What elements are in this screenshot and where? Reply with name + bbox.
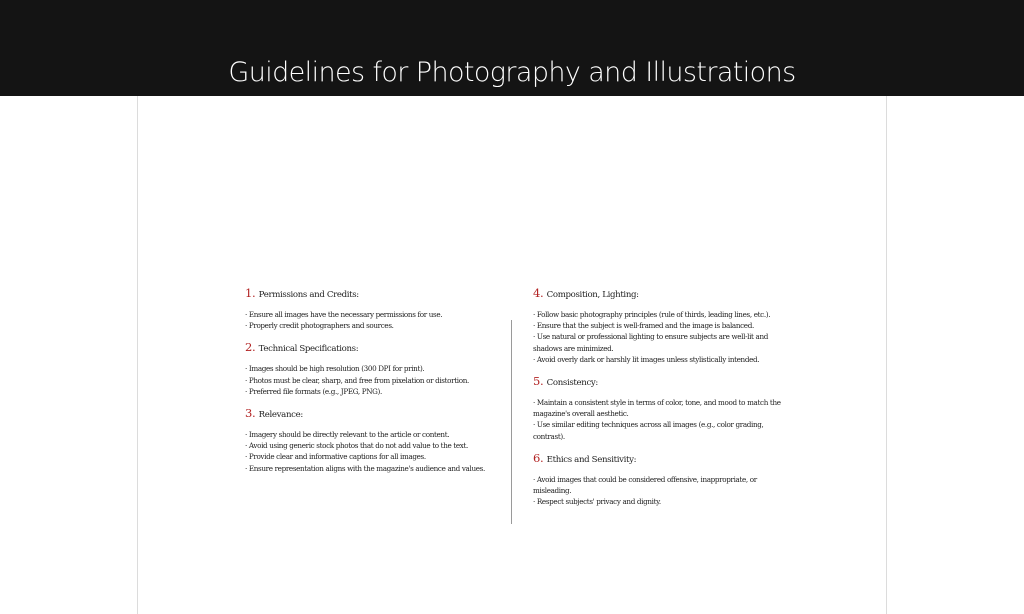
section-title: Technical Specifications: [258,344,359,355]
section-title: Consistency: [546,378,598,389]
section-relevance [245,406,507,474]
section-body [533,309,791,365]
section-body [533,397,791,442]
bullet-item: · Imagery should be directly relevant to the article or content. [245,430,450,440]
section-heading [245,406,507,422]
section-heading [533,374,791,390]
column-divider [511,320,512,524]
section-body [245,429,507,474]
section-number: 5. [533,374,544,389]
section-body [533,474,791,508]
section-heading [245,340,507,356]
section-number: 3. [245,406,256,421]
section-title: Relevance: [258,410,303,421]
section-title: Permissions and Credits: [258,290,359,300]
bullet-item: · Follow basic photography principles (rule of thirds, leading lines, etc.). [533,310,771,319]
bullet-item: · Respect subjects' privacy and dignity. [533,497,661,507]
right-column [533,286,791,516]
section-ethics-sensitivity [533,451,791,508]
bullet-item: · Use similar editing techniques across all images (e.g., color grading, contrast). [533,420,764,441]
section-number: 4. [533,286,544,300]
section-heading [245,286,507,302]
section-consistency [533,374,791,442]
section-number: 2. [245,340,256,355]
bullet-item: · Use natural or professional lighting to ensure subjects are well-lit and shadows are minimized. [533,332,768,353]
section-permissions-credits [245,286,507,331]
bullet-item: · Avoid overly dark or harshly lit images unless stylistically intended. [533,354,760,364]
bullet-item: · Photos must be clear, sharp, and free from pixelation or distortion. [245,375,469,385]
section-body [245,309,507,331]
page-border-right [886,96,887,614]
bullet-item: · Ensure all images have the necessary permissions for use. [245,310,443,319]
page-border-left [137,96,138,614]
bullet-item: · Ensure that the subject is well-framed and the image is balanced. [533,321,754,331]
bullet-item: · Maintain a consistent style in terms of color, tone, and mood to match the magazine's overall aesthetic. [533,398,781,419]
section-number: 1. [245,286,256,300]
section-title: Composition, Lighting: [546,290,639,300]
page-title: Guidelines for Photography and Illustrations [228,57,796,88]
section-title: Ethics and Sensitivity: [546,454,637,465]
left-column [245,286,507,483]
bullet-item: · Images should be high resolution (300 DPI for print). [245,364,425,374]
bullet-item: · Properly credit photographers and sources. [245,321,394,331]
bullet-item: · Ensure representation aligns with the magazine's audience and values. [245,463,485,473]
bullet-item: · Provide clear and informative captions for all images. [245,452,426,462]
section-heading [533,451,791,467]
bullet-item: · Preferred file formats (e.g., JPEG, PNG). [245,386,382,396]
section-composition-lighting [533,286,791,365]
bullet-item: · Avoid images that could be considered offensive, inappropriate, or misleading. [533,474,757,496]
bullet-item: · Avoid using generic stock photos that do not add value to the text. [245,441,468,451]
section-technical-specifications [245,340,507,397]
section-body [245,363,507,397]
section-heading [533,286,791,302]
section-number: 6. [533,450,544,465]
